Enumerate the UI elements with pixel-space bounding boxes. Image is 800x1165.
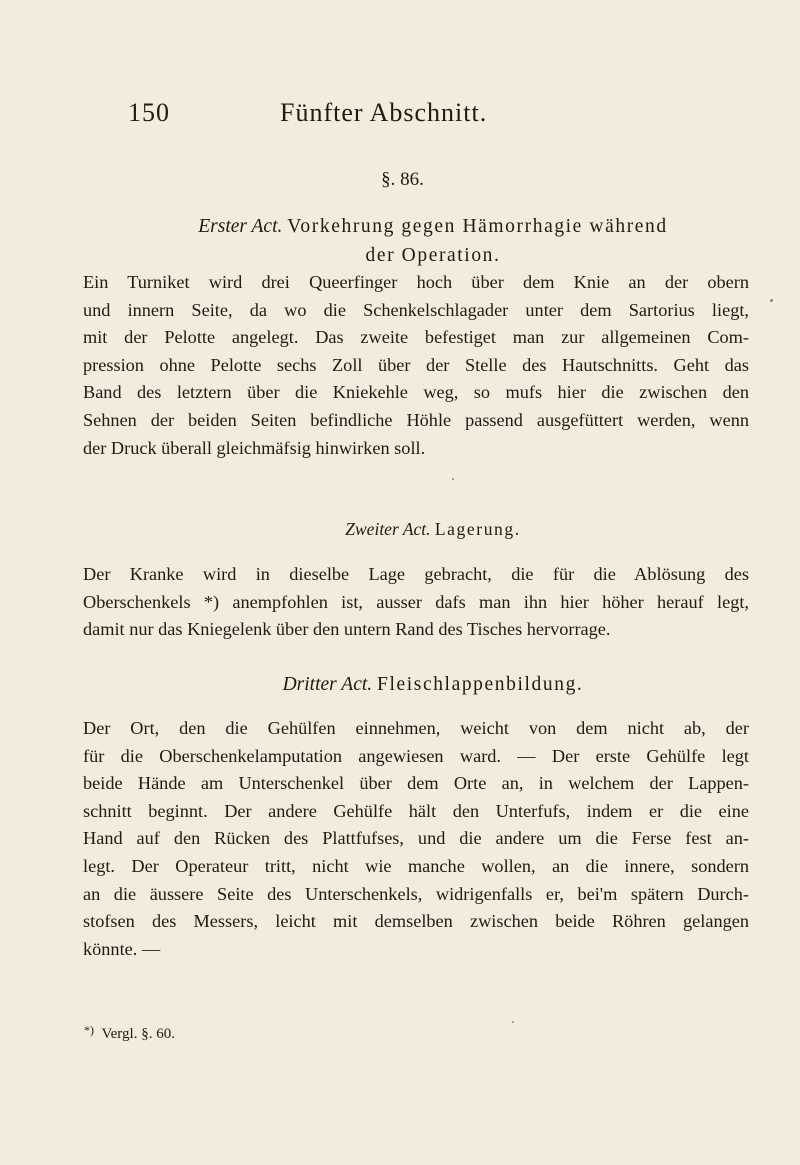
- text-line: der Druck überall gleichmäfsig hinwirken soll.: [83, 437, 426, 458]
- text-line: und innern Seite, da wo die Schenkelschlagader unter dem Sartorius liegt,: [83, 299, 749, 320]
- text-line: Hand auf den Rücken des Plattfufses, und die andere um die Ferse fest an-: [83, 828, 749, 849]
- paper-speck: [770, 299, 773, 302]
- text-line: schnitt beginnt. Der andere Gehülfe hält den Unterfufs, indem er die eine: [83, 800, 749, 821]
- footnote: [84, 1023, 175, 1043]
- text-line: stofsen des Messers, leicht mit demselben zwischen beide Röhren gelangen: [83, 911, 749, 932]
- act-title: Lagerung.: [434, 519, 521, 539]
- text-line: an die äussere Seite des Unterschenkels, widrigenfalls er, bei'm spätern Durch-: [83, 883, 749, 904]
- footnote-text: Vergl. §. 60.: [101, 1026, 175, 1042]
- text-line: könnte. —: [83, 938, 161, 959]
- paragraph-act-1: [83, 269, 749, 462]
- text-line: Der Ort, den die Gehülfen einnehmen, weicht von dem nicht ab, der: [83, 718, 749, 738]
- act-label: Zweiter Act.: [345, 519, 431, 539]
- act-title: Fleischlappenbildung.: [377, 674, 584, 695]
- act-title-continued: der Operation.: [365, 245, 501, 266]
- act-heading-1: [120, 212, 746, 270]
- text-line: pression ohne Pelotte sechs Zoll über der Stelle des Hautschnitts. Geht das: [83, 354, 749, 375]
- text-line: Oberschenkels *) anempfohlen ist, ausser dafs man ihn hier höher herauf legt,: [83, 591, 749, 612]
- text-line: Band des letztern über die Kniekehle weg, so mufs hier die zwischen den: [83, 382, 749, 403]
- text-line: Der Kranke wird in dieselbe Lage gebracht, die für die Ablösung des: [83, 564, 749, 584]
- act-label: Erster Act.: [198, 216, 283, 237]
- act-title: Vorkehrung gegen Hämorrhagie während: [287, 216, 668, 237]
- paragraph-act-3: [83, 715, 749, 963]
- chapter-title: Fünfter Abschnitt.: [280, 98, 488, 127]
- page-number: 150: [128, 98, 170, 127]
- text-line: damit nur das Kniegelenk über den untern Rand des Tisches hervorrage.: [83, 619, 611, 640]
- paper-speck: [452, 478, 454, 480]
- text-line: beide Hände am Unterschenkel über dem Orte an, in welchem der Lappen-: [83, 773, 749, 794]
- paper-speck: [512, 1021, 514, 1023]
- act-heading-3: [120, 670, 746, 699]
- text-line: mit der Pelotte angelegt. Das zweite befestiget man zur allgemeinen Com-: [83, 327, 749, 348]
- act-label: Dritter Act.: [282, 674, 373, 695]
- running-head: [128, 98, 748, 138]
- footnote-mark: *): [84, 1023, 94, 1037]
- text-line: Ein Turniket wird drei Queerfinger hoch über dem Knie an der obern: [83, 272, 749, 292]
- text-line: legt. Der Operateur tritt, nicht wie manche wollen, an die innere, sondern: [83, 855, 749, 876]
- paragraph-act-2: [83, 561, 749, 644]
- act-heading-2: [120, 515, 746, 544]
- text-line: Sehnen der beiden Seiten befindliche Höhle passend ausgefüttert werden, wenn: [83, 409, 749, 430]
- text-line: für die Oberschenkelamputation angewiesen ward. — Der erste Gehülfe legt: [83, 745, 749, 766]
- section-number: §. 86.: [381, 169, 424, 190]
